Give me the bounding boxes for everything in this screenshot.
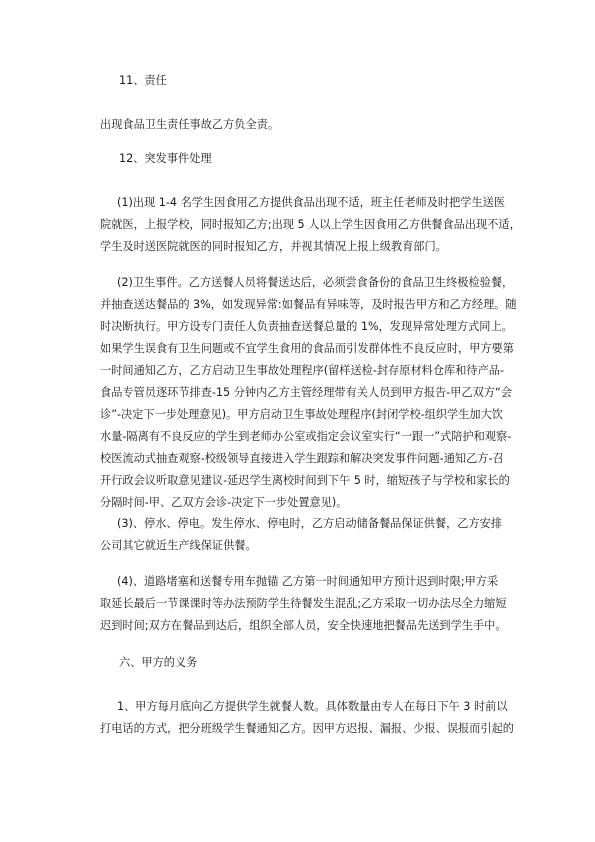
paragraph-line: 院就医，上报学校，同时报知乙方;出现 5 人以上学生因食用乙方供餐食品出现不适， bbox=[100, 218, 521, 231]
paragraph-line: 诊”-决定下一步处理意见)。甲方启动卫生事故处理程序(封闭学校-组织学生加大饮 bbox=[100, 408, 503, 421]
paragraph-line: 公司其它就近生产线保证供餐。 bbox=[100, 539, 257, 552]
paragraph-item-4 bbox=[100, 571, 530, 637]
paragraph-line: 时决断执行。甲方设专门责任人负责抽查送餐总量的 1%，发现异常处理方式同上。 bbox=[100, 320, 513, 333]
paragraph-line: 如果学生误食有卫生问题或不宜学生食用的食品而引发群体性不良反应时，甲方要第 bbox=[100, 342, 514, 355]
paragraph-line: (4)、道路堵塞和送餐专用车抛锚 乙方第一时间通知甲方预计迟到时限;甲方采 bbox=[117, 575, 499, 588]
paragraph-line: 一时间通知乙方，乙方启动卫生事故处理程序(留样送检-封存原材料仓库和待产品- bbox=[100, 364, 505, 377]
paragraph-line: 校医流动式抽查观察-校级领导直接进入学生跟踪和解决突发事件问题-通知乙方-召 bbox=[100, 452, 504, 465]
paragraph-item-3 bbox=[100, 513, 530, 557]
section-6-heading: 六、甲方的义务 bbox=[119, 656, 198, 669]
paragraph-line: 取延长最后一节课课时等办法预防学生待餐发生混乱;乙方采取一切办法尽全力缩短 bbox=[100, 597, 507, 610]
paragraph-item-1 bbox=[100, 192, 530, 258]
paragraph-line: (1)出现 1-4 名学生因食用乙方提供食品出现不适，班主任老师及时把学生送医 bbox=[117, 196, 506, 209]
section-11-heading: 11、责任 bbox=[119, 74, 167, 87]
paragraph-line: 并抽查送达餐品的 3%，如发现异常:如餐品有异味等，及时报告甲方和乙方经理。随 bbox=[100, 298, 517, 311]
paragraph-item-2 bbox=[100, 272, 530, 514]
paragraph-line: 打电话的方式，把分班级学生餐通知乙方。因甲方迟报、漏报、少报、误报而引起的 bbox=[100, 722, 514, 735]
paragraph-line: 分隔时间-甲、乙双方会诊-决定下一步处置意见)。 bbox=[100, 496, 348, 509]
section-12-heading: 12、突发事件处理 bbox=[119, 152, 212, 165]
paragraph-line: 水量-隔离有不良反应的学生到老师办公室或指定会议室实行“一跟一”式陪护和观察- bbox=[100, 430, 512, 443]
paragraph-line: (3)、停水、停电。发生停水、停电时，乙方启动储备餐品保证供餐，乙方安排 bbox=[117, 517, 503, 530]
paragraph-line: 1、甲方每月底向乙方提供学生就餐人数。具体数量由专人在每日下午 3 时前以 bbox=[117, 700, 508, 713]
paragraph-line: 迟到时间;双方在餐品到达后，组织全部人员，安全快速地把餐品先送到学生手中。 bbox=[100, 619, 507, 632]
paragraph-line: 开行政会议听取意见建议-延迟学生离校时间到下午 5 时，缩短孩子与学校和家长的 bbox=[100, 474, 510, 487]
paragraph-item-5 bbox=[100, 696, 530, 740]
section-11-body: 出现食品卫生责任事故乙方负全责。 bbox=[100, 118, 280, 131]
paragraph-line: 学生及时送医院就医的同时报知乙方，并视其情况上报上级教育部门。 bbox=[100, 240, 447, 253]
paragraph-line: (2)卫生事件。乙方送餐人员将餐送达后，必须尝食备份的食品卫生终极检验餐， bbox=[117, 276, 514, 289]
paragraph-line: 食品专管员逐环节排查-15 分钟内乙方主管经理带有关人员到甲方报告-甲乙双方“会 bbox=[100, 386, 513, 399]
